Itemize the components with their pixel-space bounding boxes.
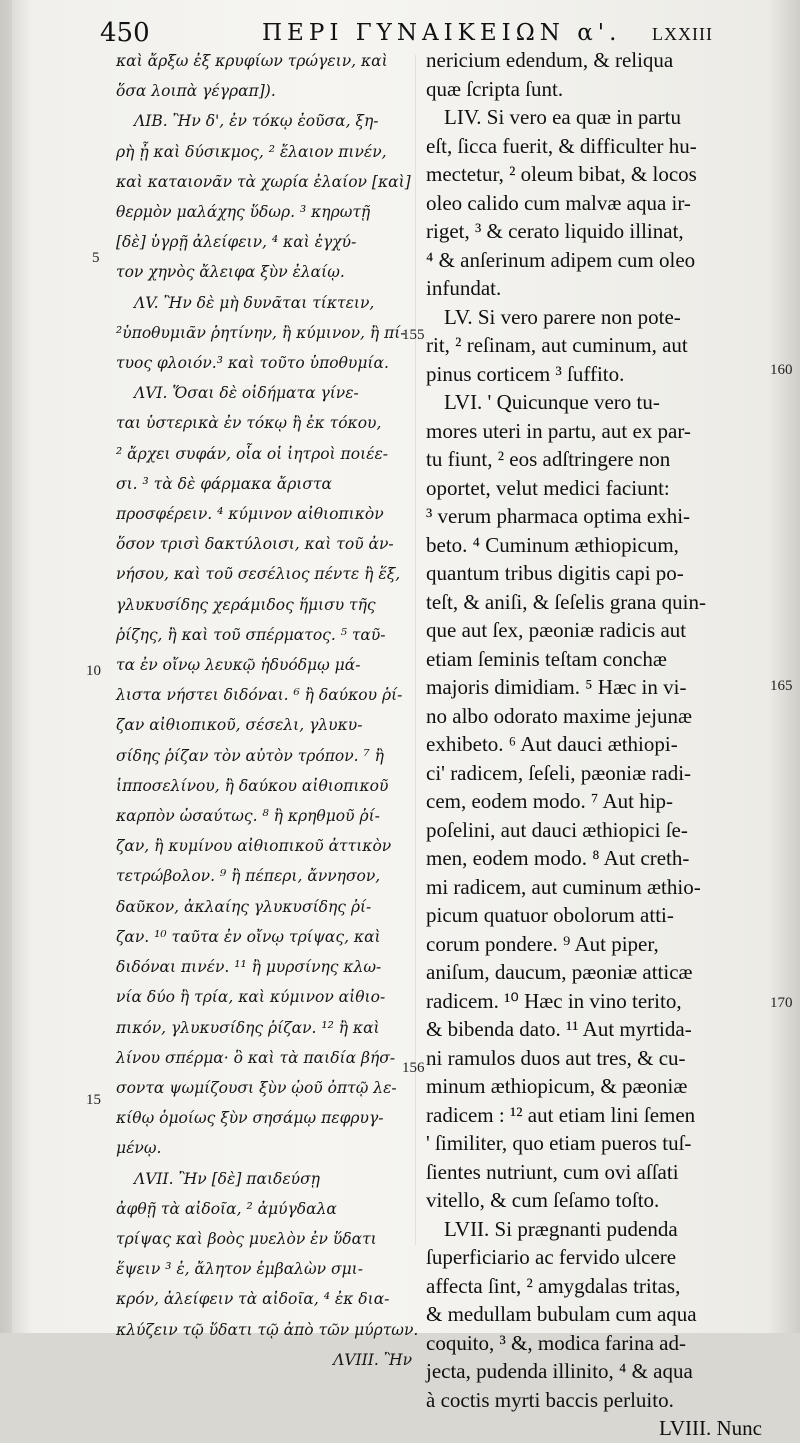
latin-line: poſelini, aut dauci æthiopici ſe- xyxy=(426,817,688,842)
greek-line: ἱπποσελίνου, ἢ δαύκου αἰθιοπικοῦ xyxy=(116,776,389,795)
latin-line: etiam ſeminis teſtam conchæ xyxy=(426,646,667,671)
latin-line: eſt, ſicca fuerit, & difficulter hu- xyxy=(426,133,697,158)
greek-line: καὶ καταιονᾶν τὰ χωρία ἐλαίον [καὶ] xyxy=(116,172,411,191)
greek-line: ἕψειν ³ ἐ, ἄλητον ἐμβαλὼν σμι- xyxy=(116,1260,363,1279)
page-edge-shadow xyxy=(0,0,12,1333)
greek-line: τυος φλοιόν.³ καὶ τοῦτο ὑποθυμία. xyxy=(116,354,389,373)
latin-line: oportet, velut medici faciunt: xyxy=(426,475,670,500)
chapter-number: LXXIII xyxy=(652,24,713,44)
latin-text-column xyxy=(426,46,766,1443)
latin-line: & bibenda dato. ¹¹ Aut myrtida- xyxy=(426,1017,692,1041)
reference-number-155: 155 xyxy=(402,327,425,343)
reference-number-156: 156 xyxy=(402,1060,425,1076)
latin-line: radicem. ¹⁰ Hæc in vino terito, xyxy=(426,988,682,1013)
line-number-15: 15 xyxy=(86,1092,101,1108)
latin-line: ³ verum pharmaca optima exhi- xyxy=(426,504,691,528)
latin-line: mectetur, ² oleum bibat, & locos xyxy=(426,162,697,186)
latin-line: ni ramulos duos aut tres, & cu- xyxy=(426,1045,686,1070)
greek-line: λιστα νήστει διδόναι. ⁶ ἢ δαύκου ῥί- xyxy=(116,686,403,705)
latin-line: aniſum, daucum, pæoniæ atticæ xyxy=(426,960,693,984)
greek-line: τα ἐν οἴνῳ λευκῷ ἡδυόδμῳ μά- xyxy=(116,656,361,675)
greek-line: καὶ ἄρξω ἐξ κρυφίων τρώγειν, καὶ xyxy=(116,52,388,70)
latin-line: & medullam bubulam cum aqua xyxy=(426,1302,697,1326)
greek-line: λίνου σπέρμα· ὃ καὶ τὰ παιδία βήσ- xyxy=(116,1048,396,1067)
greek-section-heading: ΛVIII. Ἢν xyxy=(333,1350,412,1369)
greek-line: προσφέρειν. ⁴ κύμινον αἰθιοπικὸν xyxy=(116,505,384,524)
latin-line: tu fiunt, ² eos adſtringere non xyxy=(426,447,671,471)
latin-line: radicem : ¹² aut etiam lini ſemen xyxy=(426,1102,696,1127)
line-number-10: 10 xyxy=(86,663,101,679)
greek-line: ὅσον τρισὶ δακτύλοισι, καὶ τοῦ ἀν- xyxy=(116,535,394,554)
greek-line: [δὲ] ὑγρῇ ἀλείφειν, ⁴ καὶ ἐγχύ- xyxy=(116,233,357,252)
latin-line: minum æthiopicum, & pæoniæ xyxy=(426,1074,688,1098)
latin-line: teſt, & aniſi, & ſeſelis grana quin- xyxy=(426,589,706,614)
line-number-160: 160 xyxy=(770,362,793,378)
latin-line: ſuperficiario ac fervido ulcere xyxy=(426,1245,677,1269)
greek-line: τρίψας καὶ βοὸς μυελὸν ἐν ὕδατι xyxy=(116,1229,377,1248)
greek-line: διδόναι πινέν. ¹¹ ἢ μυρσίνης κλω- xyxy=(116,958,382,977)
latin-line: rit, ² reſinam, aut cuminum, aut xyxy=(426,333,688,357)
greek-line: καρπὸν ὡσαύτως. ⁸ ἢ κρηθμοῦ ῥί- xyxy=(116,807,380,826)
greek-text-column xyxy=(116,46,419,1375)
greek-line: νία δύο ἢ τρία, καὶ κύμινον αἰθιο- xyxy=(116,988,386,1007)
greek-section-heading: ΛV. Ἢν δὲ μὴ δυνᾶται τίκτειν, xyxy=(134,293,375,312)
greek-line: ται ὑστερικὰ ἐν τόκῳ ἢ ἐκ τόκου, xyxy=(116,414,382,433)
latin-line: vitello, & cum ſeſamo toſto. xyxy=(426,1188,660,1212)
latin-line: riget, ³ & cerato liquido illinat, xyxy=(426,219,684,243)
line-number-5: 5 xyxy=(92,250,100,266)
greek-line: ρὴ ᾖ καὶ δύσικμος, ² ἔλαιον πινέν, xyxy=(116,142,387,161)
latin-line: affecta ſint, ² amygdalas tritas, xyxy=(426,1273,681,1298)
greek-line: κίθῳ ὁμοίως ξὺν σησάμῳ πεφρυγ- xyxy=(116,1109,384,1128)
greek-section-heading: ΛVII. Ἢν [δὲ] παιδεύσῃ xyxy=(134,1169,320,1188)
latin-line: men, eodem modo. ⁸ Aut creth- xyxy=(426,846,690,870)
greek-line: δαῦκον, ἀκλαίης γλυκυσίδης ῥί- xyxy=(116,897,372,916)
latin-line: ' ſimiliter, quo etiam pueros tuſ- xyxy=(426,1131,692,1155)
greek-section-heading: ΛVI. Ὅσαι δὲ οἰδήματα γίνε- xyxy=(134,384,359,403)
greek-line: ῥίζης, ἢ καὶ τοῦ σπέρματος. ⁵ ταῦ- xyxy=(116,625,386,644)
greek-line: ΛΙΒ. Ἢν δ', ἐν τόκῳ ἐοῦσα, ξη- xyxy=(134,112,379,131)
latin-line: que aut ſex, pæoniæ radicis aut xyxy=(426,618,687,642)
latin-line: quantum tribus digitis capi po- xyxy=(426,561,684,585)
latin-line: ſientes nutriunt, cum ovi aſſati xyxy=(426,1159,679,1184)
running-title: ΠΕΡΙ ΓΥΝΑΙΚΕΙΩΝ α'. xyxy=(262,20,622,46)
latin-line: infundat. xyxy=(426,276,502,300)
latin-line: coquito, ³ &, modica farina ad- xyxy=(426,1330,686,1355)
latin-line: picum quatuor obolorum atti- xyxy=(426,903,674,927)
latin-line: quæ ſcripta ſunt. xyxy=(426,76,564,101)
latin-section-heading: LV. Si vero parere non pote- xyxy=(444,304,681,329)
greek-line: ζαν αἰθιοπικοῦ, σέσελι, γλυκυ- xyxy=(116,716,363,735)
latin-section-heading: LVIII. Nunc xyxy=(658,1416,762,1440)
latin-section-heading: LVII. Si prægnanti pudenda xyxy=(444,1216,678,1241)
greek-line: κλύζειν τῷ ὕδατι τῷ ἀπὸ τῶν μύρτων. xyxy=(116,1320,419,1339)
greek-line: σοντα ψωμίζουσι ξὺν ᾠοῦ ὀπτῷ λε- xyxy=(116,1078,397,1097)
greek-line: σι. ³ τὰ δὲ φάρμακα ἄριστα xyxy=(116,474,333,493)
latin-section-heading: LIV. Si vero ea quæ in partu xyxy=(444,105,681,129)
latin-line: nericium edendum, & reliqua xyxy=(426,48,674,72)
greek-line: νήσου, καὶ τοῦ σεσέλιος πέντε ἢ ἕξ, xyxy=(116,565,401,584)
greek-line: γλυκυσίδης χεράμιδος ἥμισυ τῆς xyxy=(116,595,376,614)
greek-line: τετρώβολον. ⁹ ἢ πέπερι, ἄννησον, xyxy=(116,867,381,886)
greek-line: ζαν, ἢ κυμίνου αἰθιοπικοῦ ἀττικὸν xyxy=(116,837,392,856)
latin-line: pinus corticem ³ ſuffito. xyxy=(426,361,625,386)
greek-line: θερμὸν μαλάχης ὕδωρ. ³ κηρωτῇ xyxy=(116,203,371,222)
latin-line: mi radicem, aut cuminum æthio- xyxy=(426,874,701,899)
greek-line: ἀφθῇ τὰ αἰδοῖα, ² ἀμύγδαλα xyxy=(116,1199,337,1218)
greek-line: τον χηνὸς ἄλειφα ξὺν ἐλαίῳ. xyxy=(116,263,345,282)
greek-line: μένῳ. xyxy=(116,1139,162,1158)
greek-line: ὅσα λοιπὰ γέγραπ]). xyxy=(116,82,276,101)
latin-line: exhibeto. ⁶ Aut dauci æthiopi- xyxy=(426,732,678,756)
latin-line: oleo calido cum malvæ aqua ir- xyxy=(426,190,691,215)
greek-line: πικόν, γλυκυσίδης ῥίζαν. ¹² ἢ καὶ xyxy=(116,1018,380,1037)
latin-line: à coctis myrti baccis perluito. xyxy=(426,1387,674,1412)
latin-section-heading: LVI. ' Quicunque vero tu- xyxy=(444,390,660,414)
greek-line: ζαν. ¹⁰ ταῦτα ἐν οἴνῳ τρίψας, καὶ xyxy=(116,927,381,946)
line-number-170: 170 xyxy=(770,995,793,1011)
latin-line: ⁴ & anſerinum adipem cum oleo xyxy=(426,247,696,272)
latin-line: jecta, pudenda illinito, ⁴ & aqua xyxy=(426,1359,693,1383)
greek-line: ² ἄρχει συφάν, οἷα οἱ ἰητροὶ ποιέε- xyxy=(116,444,389,463)
latin-line: ci' radicem, ſeſeli, pæoniæ radi- xyxy=(426,760,692,785)
page-number: 450 xyxy=(100,18,150,48)
latin-line: majoris dimidiam. ⁵ Hæc in vi- xyxy=(426,675,687,699)
latin-line: beto. ⁴ Cuminum æthiopicum, xyxy=(426,532,679,557)
greek-line: ²ὑποθυμιᾶν ῥητίνην, ἢ κύμινον, ἢ πί- xyxy=(116,323,406,342)
greek-line: σίδης ῥίζαν τὸν αὐτὸν τρόπον. ⁷ ἢ xyxy=(116,746,384,765)
latin-line: no albo odorato maxime jejunæ xyxy=(426,703,692,728)
greek-line: κρόν, ἀλείφειν τὰ αἰδοῖα, ⁴ ἐκ δια- xyxy=(116,1290,390,1309)
latin-line: mores uteri in partu, aut ex par- xyxy=(426,418,691,443)
latin-line: cem, eodem modo. ⁷ Aut hip- xyxy=(426,789,674,813)
line-number-165: 165 xyxy=(770,678,793,694)
latin-line: corum pondere. ⁹ Aut piper, xyxy=(426,931,659,956)
